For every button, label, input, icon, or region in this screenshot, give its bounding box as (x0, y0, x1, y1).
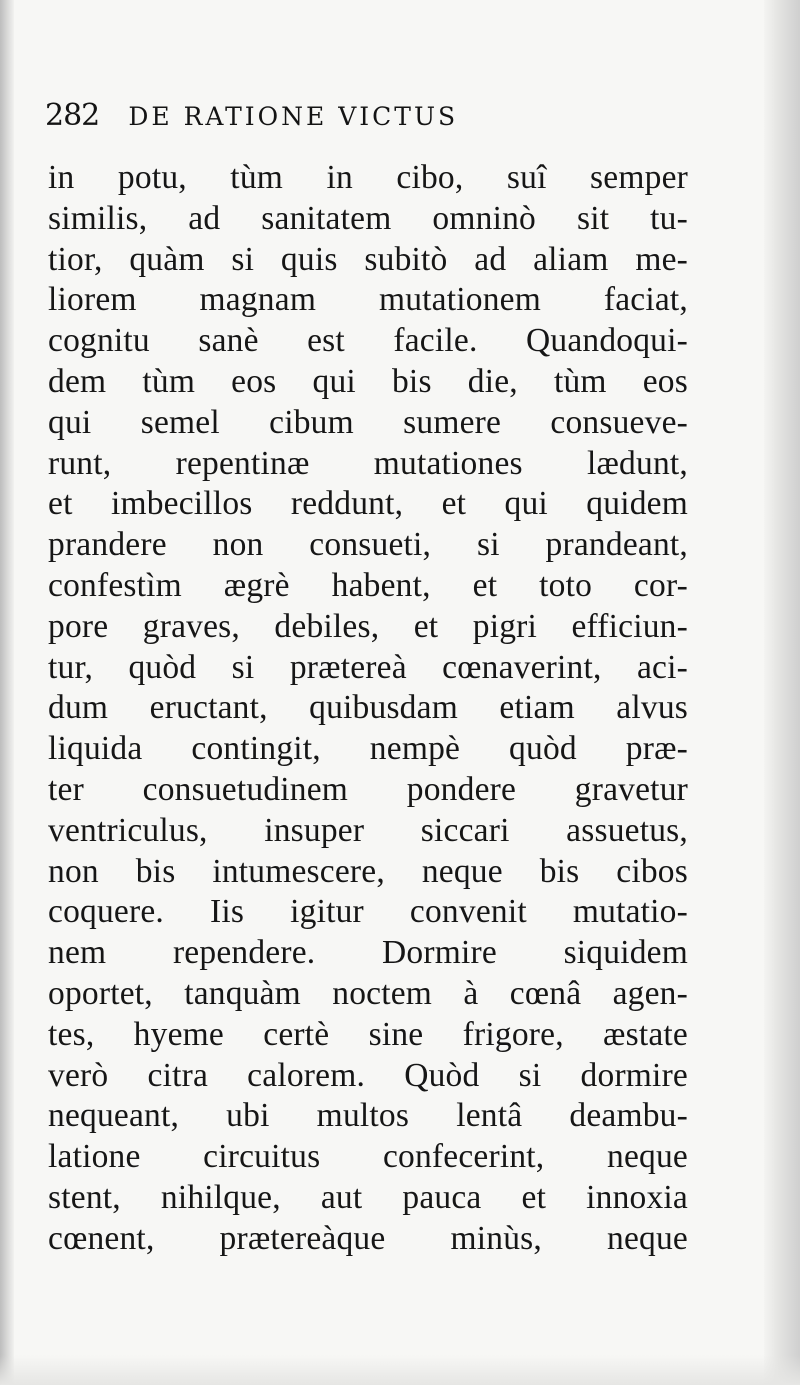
text-line: non bis intumescere, neque bis cibos (48, 852, 688, 890)
page-left-edge-shadow (0, 0, 14, 1385)
text-line: dum eructant, quibusdam etiam alvus (48, 689, 688, 727)
text-line: runt, repentinæ mutationes lædunt, (48, 444, 688, 482)
running-title: DE RATIONE VICTUS (128, 102, 459, 131)
text-line: tur, quòd si prætereà cœnaverint, aci- (48, 648, 688, 686)
body-text (48, 158, 688, 1260)
text-line: et imbecillos reddunt, et qui quidem (48, 485, 688, 523)
text-line: confestìm ægrè habent, et toto cor- (48, 566, 688, 604)
text-line: verò citra calorem. Quòd si dormire (48, 1056, 688, 1094)
text-line: pore graves, debiles, et pigri efficiun- (48, 607, 688, 645)
text-line: nem rependere. Dormire siquidem (48, 934, 688, 972)
text-line: tes, hyeme certè sine frigore, æstate (48, 1015, 688, 1053)
text-line: dem tùm eos qui bis die, tùm eos (48, 362, 688, 400)
text-line: liquida contingit, nempè quòd præ- (48, 730, 688, 768)
text-line: in potu, tùm in cibo, suî semper (48, 159, 688, 196)
text-line: qui semel cibum sumere consueve- (48, 403, 688, 441)
text-line: cœnent, prætereàque minùs, neque (48, 1219, 688, 1257)
text-line: oportet, tanquàm noctem à cœnâ agen- (48, 974, 688, 1012)
text-line: cognitu sanè est facile. Quandoqui- (48, 322, 688, 360)
text-line: ter consuetudinem pondere gravetur (48, 770, 688, 808)
page-bottom-edge (0, 1355, 800, 1385)
text-line: coquere. Iis igitur convenit mutatio- (48, 893, 688, 931)
text-line: stent, nihilque, aut pauca et innoxia (48, 1178, 688, 1216)
text-line: nequeant, ubi multos lentâ deambu- (48, 1097, 688, 1135)
text-line: tior, quàm si quis subitò ad aliam me- (48, 240, 688, 278)
running-header (45, 98, 685, 144)
page-number: 282 (45, 98, 100, 133)
page-gutter-shadow (764, 0, 800, 1385)
text-line: liorem magnam mutationem faciat, (48, 281, 688, 319)
text-line: ventriculus, insuper siccari assuetus, (48, 811, 688, 849)
text-line: latione circuitus confecerint, neque (48, 1138, 688, 1176)
text-line: similis, ad sanitatem omninò sit tu- (48, 199, 688, 237)
text-line: prandere non consueti, si prandeant, (48, 526, 688, 564)
